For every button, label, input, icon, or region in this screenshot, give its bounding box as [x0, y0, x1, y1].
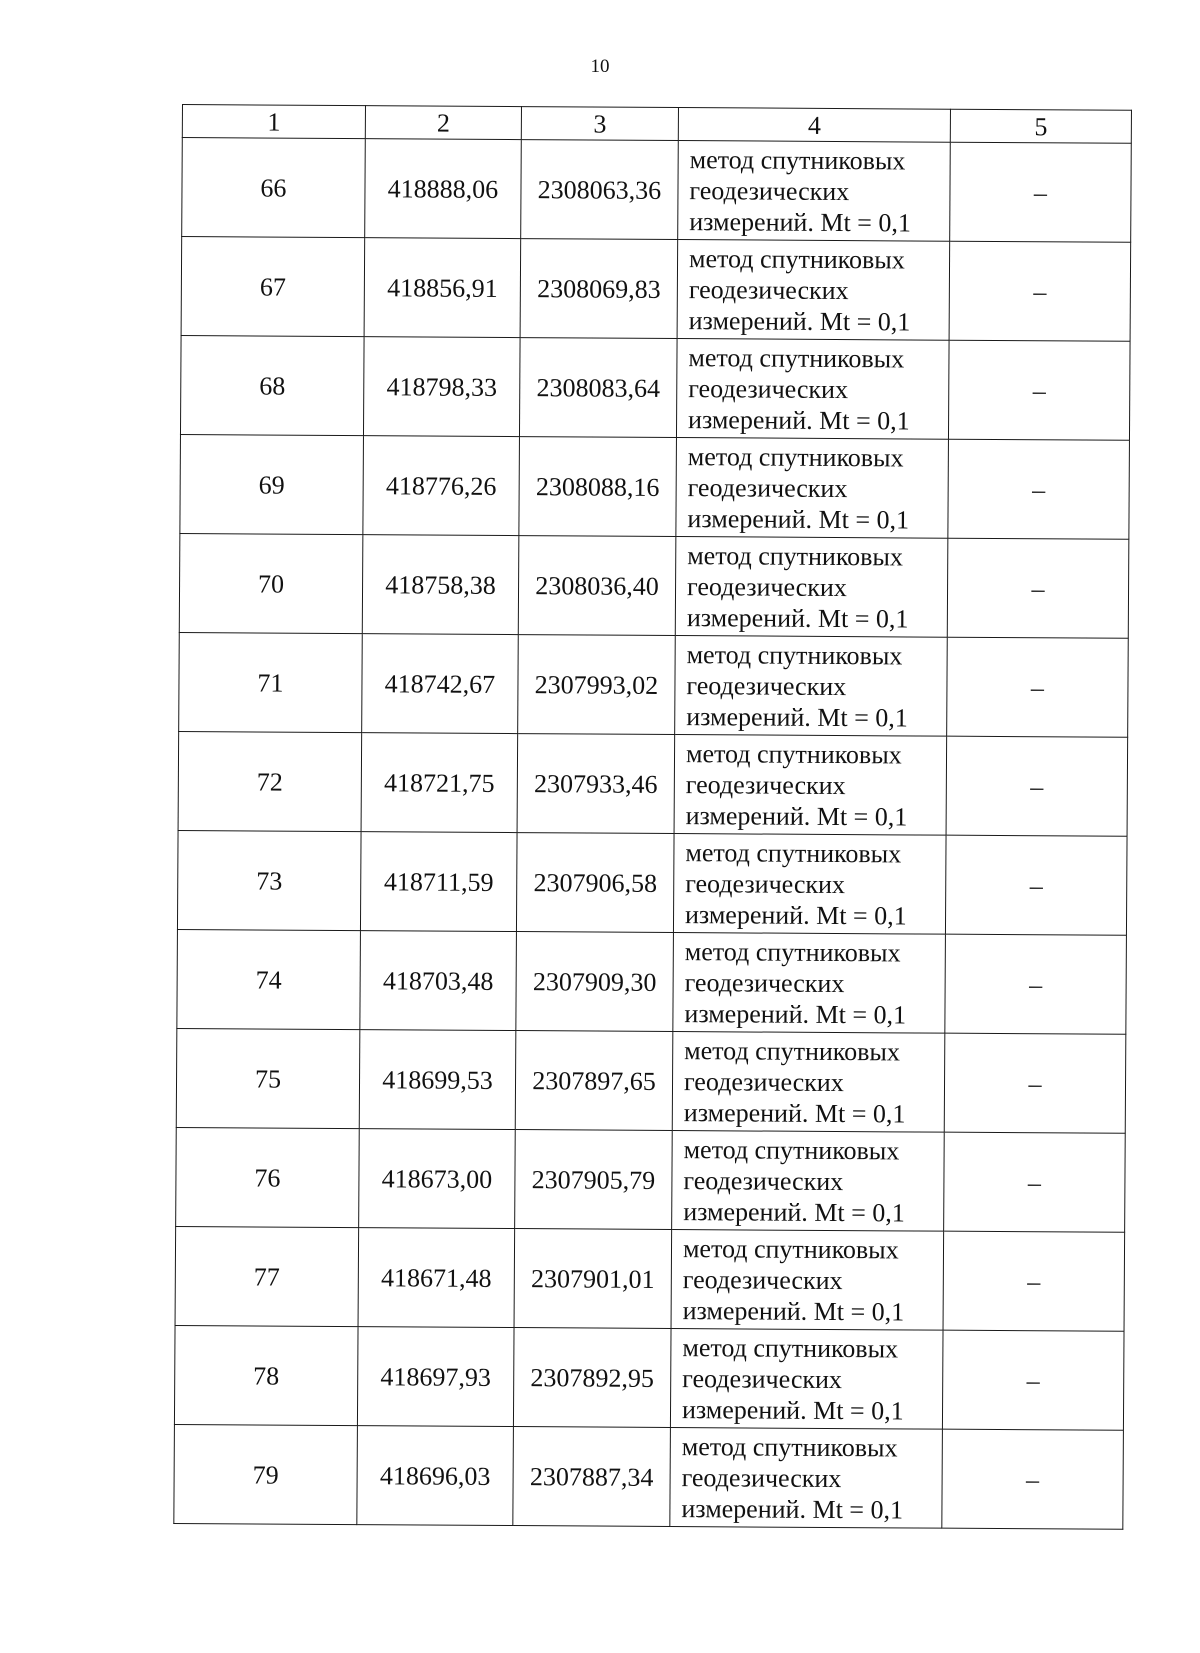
- note-cell: –: [947, 637, 1129, 737]
- y-coordinate-cell: 2307905,79: [515, 1130, 673, 1230]
- method-line: метод спутниковых: [688, 243, 905, 274]
- y-coordinate-cell: 2308036,40: [518, 536, 676, 636]
- table-row: [180, 335, 1130, 440]
- y-coordinate-cell: 2308069,83: [520, 239, 678, 339]
- table-row: [177, 929, 1127, 1034]
- table-row: [179, 533, 1129, 638]
- header-cell-5: 5: [950, 109, 1131, 143]
- method-cell: [672, 1131, 945, 1232]
- method-cell: [674, 735, 947, 836]
- note-cell: –: [945, 934, 1127, 1034]
- method-line: метод спутниковых: [684, 1035, 901, 1066]
- table-row: [174, 1424, 1124, 1529]
- method-line: метод спутниковых: [686, 639, 903, 670]
- method-line: геодезических: [683, 1165, 844, 1196]
- y-coordinate-cell: 2307887,34: [513, 1427, 671, 1527]
- note-cell: –: [950, 142, 1132, 242]
- method-line: геодезических: [685, 868, 846, 899]
- y-coordinate-cell: 2307901,01: [514, 1229, 672, 1329]
- point-number-cell: 73: [177, 830, 361, 930]
- table-row: [176, 1127, 1126, 1232]
- point-number-cell: 72: [178, 731, 362, 831]
- y-coordinate-cell: 2308088,16: [519, 437, 677, 537]
- x-coordinate-cell: 418776,26: [363, 436, 520, 536]
- header-cell-2: 2: [365, 106, 521, 140]
- x-coordinate-cell: 418856,91: [364, 238, 521, 338]
- point-number-cell: 67: [181, 237, 365, 337]
- point-number-cell: 70: [179, 533, 363, 633]
- note-cell: –: [947, 538, 1129, 638]
- method-line: измерений. Mt = 0,1: [687, 404, 910, 435]
- note-cell: –: [944, 1132, 1126, 1232]
- method-line: геодезических: [686, 571, 847, 602]
- method-cell: [670, 1329, 943, 1430]
- note-cell: –: [949, 241, 1131, 341]
- method-line: измерений. Mt = 0,1: [688, 305, 911, 336]
- note-cell: –: [946, 736, 1128, 836]
- y-coordinate-cell: 2307993,02: [518, 635, 676, 735]
- table-row: [175, 1226, 1125, 1331]
- table-row: [178, 731, 1128, 836]
- y-coordinate-cell: 2308083,64: [519, 338, 677, 438]
- note-cell: –: [945, 835, 1127, 935]
- note-cell: –: [943, 1231, 1125, 1331]
- method-line: геодезических: [686, 670, 847, 701]
- table-row: [182, 138, 1132, 243]
- method-line: геодезических: [682, 1363, 843, 1394]
- x-coordinate-cell: 418699,53: [359, 1030, 516, 1130]
- table-row: [180, 434, 1130, 539]
- method-cell: [675, 537, 948, 638]
- method-line: геодезических: [682, 1264, 843, 1295]
- method-line: геодезических: [683, 1066, 844, 1097]
- method-line: метод спутниковых: [681, 1431, 898, 1462]
- point-number-cell: 66: [182, 138, 366, 238]
- coordinates-table: [173, 104, 1132, 1530]
- table-row: [179, 632, 1129, 737]
- method-cell: [671, 1230, 944, 1331]
- method-line: измерений. Mt = 0,1: [683, 1097, 906, 1128]
- point-number-cell: 77: [175, 1226, 359, 1326]
- method-line: метод спутниковых: [689, 144, 906, 175]
- x-coordinate-cell: 418798,33: [363, 337, 520, 437]
- x-coordinate-cell: 418696,03: [357, 1426, 514, 1526]
- point-number-cell: 79: [174, 1424, 358, 1524]
- header-cell-4: 4: [678, 108, 950, 143]
- table-row: [176, 1028, 1126, 1133]
- header-cell-1: 1: [182, 105, 365, 139]
- y-coordinate-cell: 2307933,46: [517, 734, 675, 834]
- method-line: геодезических: [689, 175, 850, 206]
- note-cell: –: [948, 439, 1130, 539]
- method-line: геодезических: [684, 967, 845, 998]
- method-line: геодезических: [687, 472, 848, 503]
- coordinates-table-body: [174, 105, 1132, 1530]
- note-cell: –: [942, 1429, 1124, 1529]
- method-line: измерений. Mt = 0,1: [686, 701, 908, 732]
- method-line: метод спутниковых: [685, 837, 902, 868]
- y-coordinate-cell: 2307906,58: [516, 833, 674, 933]
- note-cell: –: [944, 1033, 1126, 1133]
- method-cell: [677, 240, 950, 341]
- x-coordinate-cell: 418888,06: [365, 139, 522, 239]
- point-number-cell: 74: [177, 929, 361, 1029]
- method-line: измерений. Mt = 0,1: [681, 1394, 904, 1425]
- x-coordinate-cell: 418697,93: [357, 1327, 514, 1427]
- method-line: метод спутниковых: [684, 936, 901, 967]
- header-cell-3: 3: [521, 107, 678, 141]
- method-line: измерений. Mt = 0,1: [687, 503, 910, 534]
- y-coordinate-cell: 2307909,30: [516, 932, 674, 1032]
- method-line: метод спутниковых: [687, 540, 904, 571]
- point-number-cell: 78: [174, 1325, 358, 1425]
- method-cell: [672, 1032, 945, 1133]
- method-line: метод спутниковых: [683, 1134, 900, 1165]
- x-coordinate-cell: 418673,00: [359, 1129, 516, 1229]
- method-line: измерений. Mt = 0,1: [685, 800, 908, 831]
- method-line: измерений. Mt = 0,1: [684, 899, 907, 930]
- x-coordinate-cell: 418671,48: [358, 1228, 515, 1328]
- method-line: измерений. Mt = 0,1: [684, 998, 907, 1029]
- method-line: геодезических: [688, 373, 849, 404]
- method-cell: [670, 1428, 943, 1529]
- method-cell: [675, 636, 948, 737]
- note-cell: –: [942, 1330, 1124, 1430]
- method-line: геодезических: [688, 274, 849, 305]
- point-number-cell: 71: [179, 632, 363, 732]
- method-cell: [673, 834, 946, 935]
- method-cell: [676, 339, 949, 440]
- method-line: измерений. Mt = 0,1: [681, 1493, 904, 1524]
- point-number-cell: 75: [176, 1028, 360, 1128]
- x-coordinate-cell: 418703,48: [360, 931, 517, 1031]
- table-row: [177, 830, 1127, 935]
- page-number: 10: [590, 56, 610, 77]
- x-coordinate-cell: 418758,38: [362, 535, 519, 635]
- method-line: метод спутниковых: [688, 342, 905, 373]
- method-cell: [676, 438, 949, 539]
- x-coordinate-cell: 418711,59: [360, 832, 517, 932]
- note-cell: –: [948, 340, 1130, 440]
- y-coordinate-cell: 2307892,95: [513, 1328, 671, 1428]
- point-number-cell: 76: [176, 1127, 360, 1227]
- method-line: метод спутниковых: [687, 441, 904, 472]
- point-number-cell: 68: [180, 335, 364, 435]
- method-cell: [678, 141, 951, 242]
- method-line: геодезических: [685, 769, 846, 800]
- method-line: метод спутниковых: [685, 738, 902, 769]
- method-line: геодезических: [681, 1462, 842, 1493]
- point-number-cell: 69: [180, 434, 364, 534]
- method-line: метод спутниковых: [682, 1233, 899, 1264]
- table-row: [181, 237, 1131, 342]
- method-line: измерений. Mt = 0,1: [689, 206, 911, 237]
- y-coordinate-cell: 2307897,65: [515, 1031, 673, 1131]
- method-line: измерений. Mt = 0,1: [686, 602, 909, 633]
- y-coordinate-cell: 2308063,36: [521, 140, 679, 240]
- x-coordinate-cell: 418721,75: [361, 733, 518, 833]
- method-line: измерений. Mt = 0,1: [683, 1196, 905, 1227]
- method-line: измерений. Mt = 0,1: [682, 1295, 905, 1326]
- x-coordinate-cell: 418742,67: [362, 634, 519, 734]
- table-row: [174, 1325, 1124, 1430]
- method-line: метод спутниковых: [682, 1332, 899, 1363]
- method-cell: [673, 933, 946, 1034]
